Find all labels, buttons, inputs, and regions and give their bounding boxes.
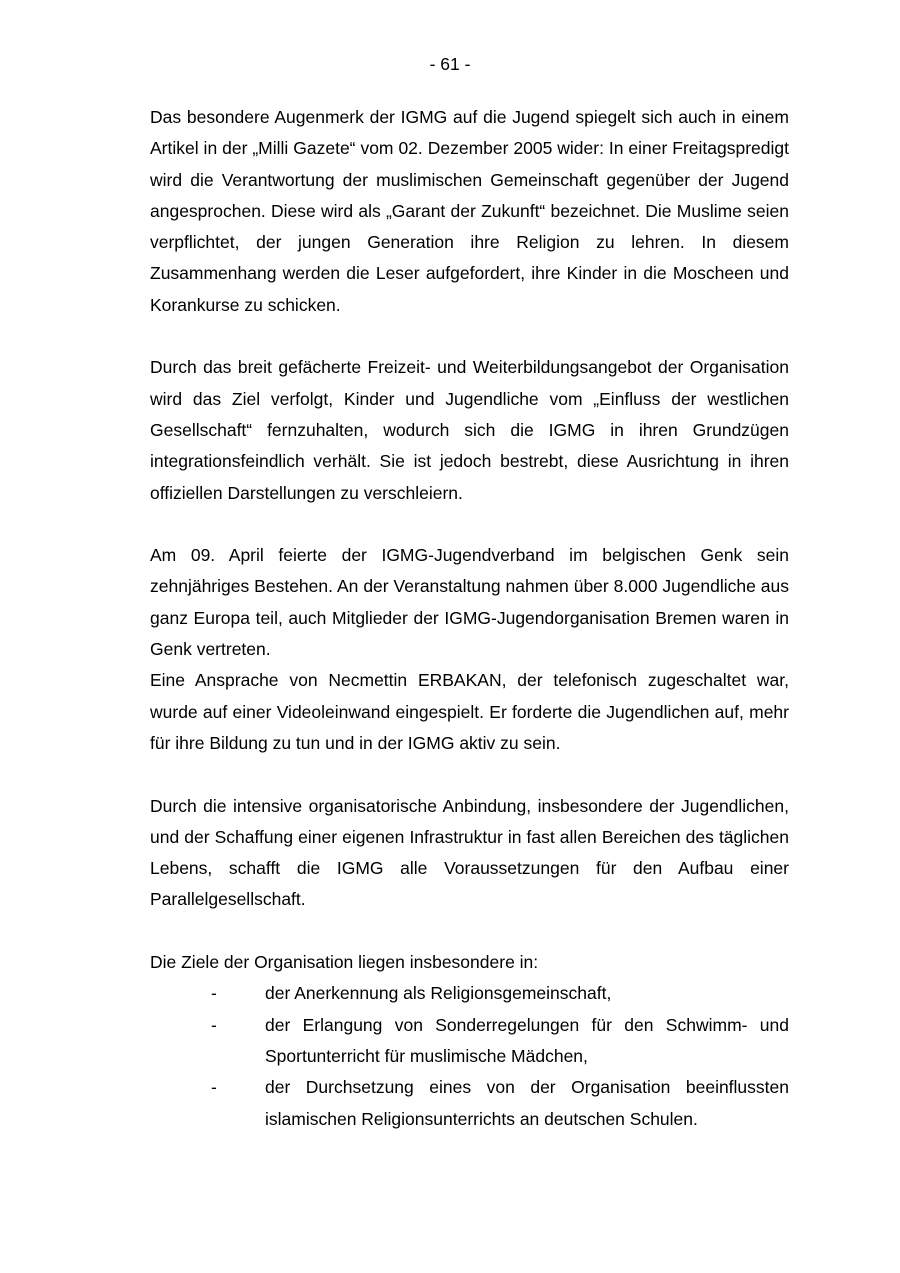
paragraph-leisure-offer: Durch das breit gefächerte Freizeit- und Weiterbildungsangebot der Organisation wird das Ziel verfolgt, Kinder und Jugendliche vom „Einfluss der westlichen Gesellschaft“ fernzuhalten, wodurch sich die IGMG in ihren Grundzügen integrationsfeindlich verhält. Sie ist jedoch bestrebt, diese Ausrichtung in ihren offiziellen Darstellungen zu verschleiern. — [150, 357, 789, 503]
paragraph-parallel-society: Durch die intensive organisatorische Anbindung, insbesondere der Jugendlichen, und der Schaffung einer eigenen Infrastruktur in fast allen Bereichen des täglichen Lebens, schafft die IGMG alle Voraussetzungen für den Aufbau einer Parallelgesellschaft. — [150, 795, 789, 910]
list-bullet: - — [211, 983, 217, 1004]
list-item-text: der Erlangung von Sonderregelungen für den Schwimm- und Sportunterricht für muslimische Mädchen, — [265, 1014, 789, 1066]
document-body — [150, 102, 789, 1135]
paragraph-goals-intro: Die Ziele der Organisation liegen insbesondere in: — [150, 952, 539, 973]
list-bullet: - — [211, 1014, 217, 1035]
page-number: - 61 - — [429, 54, 471, 74]
list-bullet: - — [211, 1077, 217, 1098]
list-item-text: der Durchsetzung eines von der Organisation beeinflussten islamischen Religionsunterrichts an deutschen Schulen. — [265, 1077, 789, 1129]
paragraph-genk-anniversary: Am 09. April feierte der IGMG-Jugendverband im belgischen Genk sein zehnjähriges Bestehen. An der Veranstaltung nahmen über 8.000 Jugendliche aus ganz Europa teil, auch Mitglieder der IGMG-Jugendorganisation Bremen waren in Genk vertreten. — [150, 545, 789, 660]
list-item — [150, 978, 789, 1009]
list-item-text: der Anerkennung als Religionsgemeinschaft, — [265, 983, 612, 1004]
list-item — [150, 1072, 789, 1135]
paragraph-youth-focus: Das besondere Augenmerk der IGMG auf die Jugend spiegelt sich auch in einem Artikel in der „Milli Gazete“ vom 02. Dezember 2005 wider: In einer Freitagspredigt wird die Verantwortung der muslimischen Gemeinschaft gegenüber der Jugend angesprochen. Diese wird als „Garant der Zukunft“ bezeichnet. Die Muslime seien verpflichtet, der jungen Generation ihre Religion zu lehren. In diesem Zusammenhang werden die Leser aufgefordert, ihre Kinder in die Moscheen und Korankurse zu schicken. — [150, 107, 789, 315]
list-item — [150, 1010, 789, 1073]
goals-list — [150, 978, 789, 1134]
paragraph-erbakan-speech: Eine Ansprache von Necmettin ERBAKAN, der telefonisch zugeschaltet war, wurde auf einer Videoleinwand eingespielt. Er forderte die Jugendlichen auf, mehr für ihre Bildung zu tun und in der IGMG aktiv zu sein. — [150, 670, 789, 753]
